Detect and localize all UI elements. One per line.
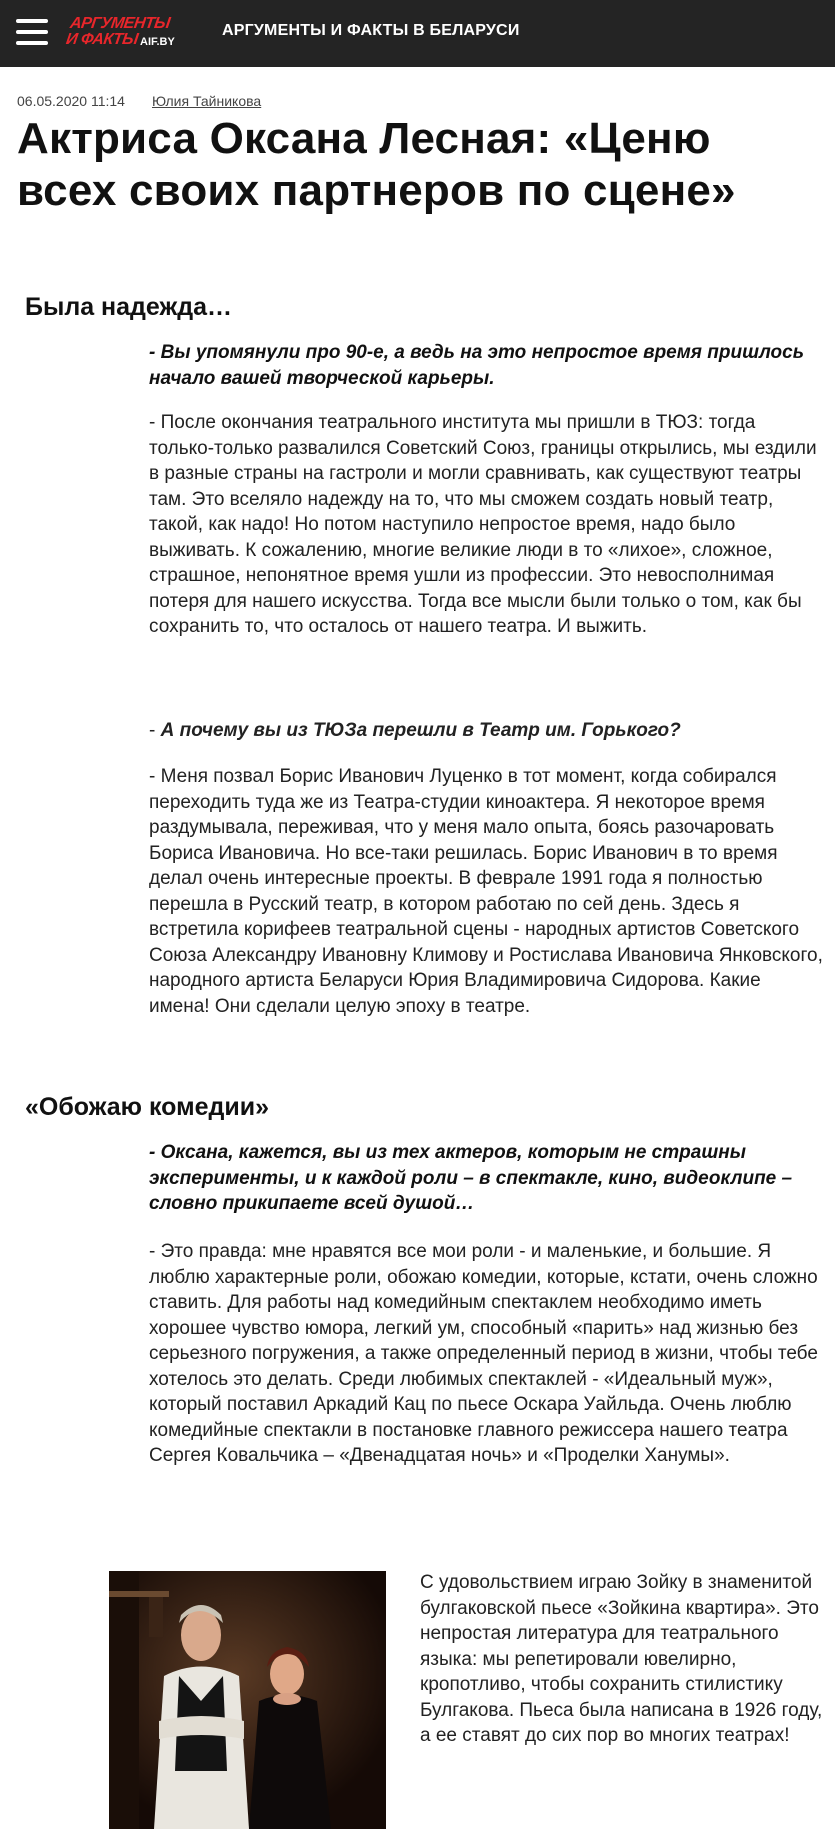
top-navigation-bar	[0, 0, 835, 67]
section-heading-1: Была надежда…	[25, 293, 232, 321]
photo-illustration	[109, 1571, 386, 1829]
paragraph-beside-photo: С удовольствием играю Зойку в знаменитой булгаковской пьесе «Зойкина квартира». Это непростая литература для театрального языка: мы репетировали ювелирно, кропотливо, чтобы сохранить стилистику Булгакова. Пьеса была написана в 1926 году, а ее ставят до сих пор во многих театрах!	[420, 1572, 823, 1746]
site-logo[interactable]	[66, 14, 186, 50]
logo-line-2: И ФАКТЫ	[64, 31, 139, 48]
interview-answer-3: - Это правда: мне нравятся все мои роли - и маленькие, и большие. Я люблю характерные роли, обожаю комедии, которые, кстати, очень сложно ставить. Для работы над комедийным спектаклем необходимо иметь хорошее чувство юмора, легкий ум, способный «парить» над жизнью без серьезного погружения, а также определенный период в жизни, чтобы тебе хотелось это делать. Среди любимых спектаклей - «Идеальный муж», который поставил Аркадий Кац по пьесе Оскара Уайльда. Очень люблю комедийные спектакли в постановке главного режиссера нашего театра Сергея Ковальчика – «Двенадцатая ночь» и «Проделки Ханумы».	[149, 1241, 818, 1466]
article-meta	[17, 93, 262, 109]
section-heading-2: «Обожаю комедии»	[25, 1093, 269, 1121]
menu-line	[16, 30, 48, 34]
interview-question-2	[149, 718, 825, 744]
menu-line	[16, 41, 48, 45]
author-link[interactable]: Юлия Тайникова	[152, 93, 262, 109]
site-title-link[interactable]: АРГУМЕНТЫ И ФАКТЫ В БЕЛАРУСИ	[222, 22, 520, 39]
hamburger-menu-icon[interactable]	[16, 19, 48, 45]
menu-line	[16, 19, 48, 23]
question-dash: -	[149, 720, 161, 741]
theater-scene-photo	[109, 1571, 386, 1829]
interview-answer-1: - После окончания театрального института мы пришли в ТЮЗ: тогда только-только развалился Советский Союз, границы открылись, мы ездили в разные страны на гастроли и могли сравнивать, как существуют театры там. Это вселяло надежду на то, что мы сможем создать новый театр, такой, как надо! Но потом наступило непростое время, надо было выживать. К сожалению, многие великие люди в то «лихое», сложное, страшное, непонятное время ушли из профессии. Это невосполнимая потеря для нашего искусства. Тогда все мысли были только о том, как бы сохранить то, что осталось от нашего театра. И выжить.	[149, 412, 817, 637]
logo-domain: AIF.BY	[140, 36, 175, 48]
interview-question-1: - Вы упомянули про 90-е, а ведь на это непростое время пришлось начало вашей творческой карьеры.	[149, 342, 804, 389]
article-title: Актриса Оксана Лесная: «Ценю всех своих партнеров по сцене»	[17, 114, 736, 215]
interview-question-3: - Оксана, кажется, вы из тех актеров, которым не страшны эксперименты, и к каждой роли – в спектакле, кино, видеоклипе – словно прикипаете всей душой…	[149, 1142, 793, 1214]
question-text: А почему вы из ТЮЗа перешли в Театр им. Горького?	[160, 720, 681, 741]
logo-line-1: АРГУМЕНТЫ	[68, 15, 171, 32]
publish-date: 06.05.2020 11:14	[17, 93, 125, 109]
interview-answer-2: - Меня позвал Борис Иванович Луценко в тот момент, когда собирался переходить туда же из Театра-студии киноактера. Я некоторое время раздумывала, переживая, что у меня мало опыта, боясь разочаровать Бориса Ивановича. Но все-таки решилась. Борис Иванович в то время делал очень интересные проекты. В феврале 1991 года я полностью перешла в Русский театр, в котором работаю по сей день. Здесь я встретила корифеев театральной сцены - народных артистов Советского Союза Александру Ивановну Климову и Ростислава Ивановича Янковского, народного артиста Беларуси Юрия Владимировича Сидорова. Какие имена! Они сделали целую эпоху в театре.	[149, 766, 823, 1017]
